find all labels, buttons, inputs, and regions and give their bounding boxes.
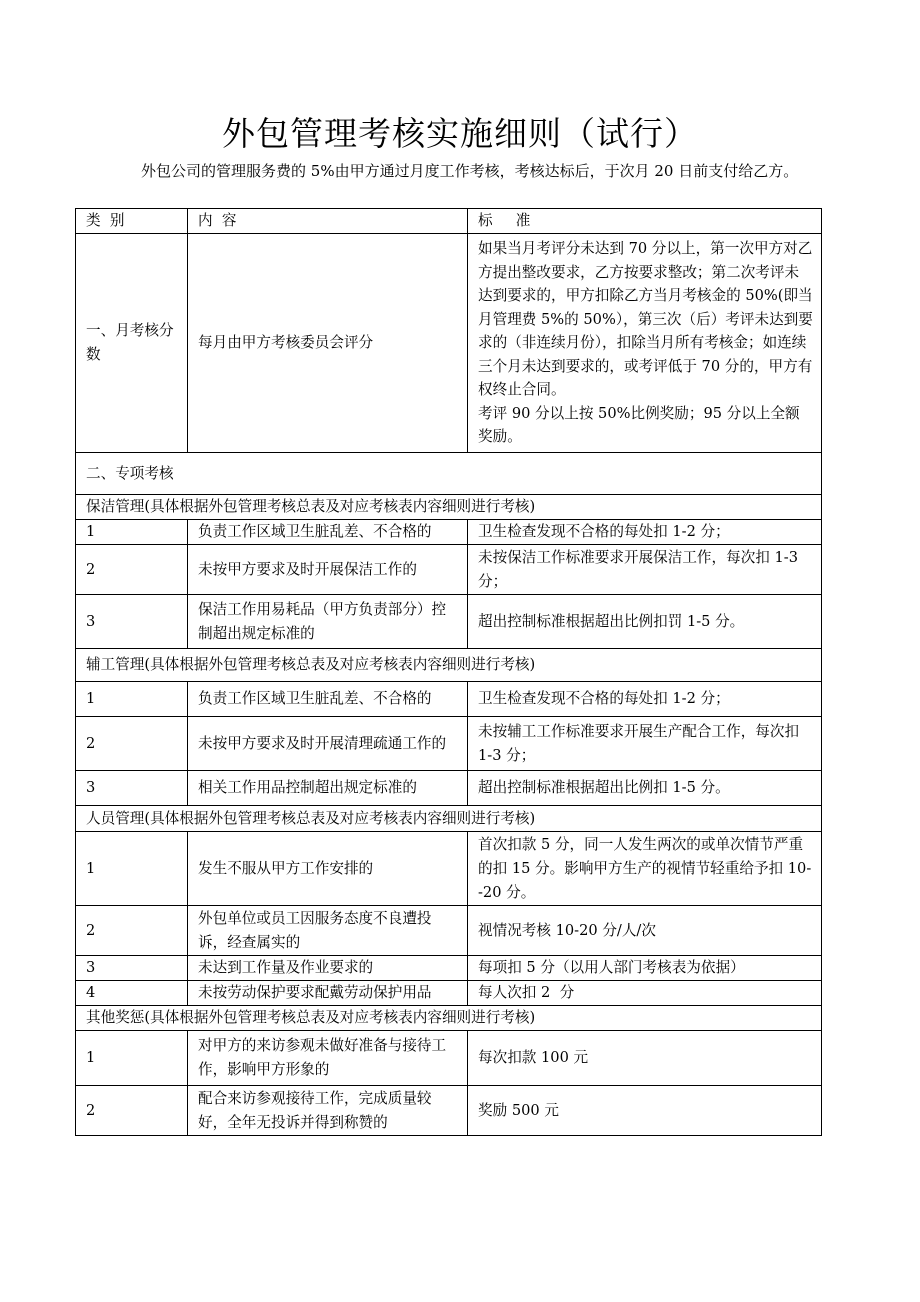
row-content: 发生不服从甲方工作安排的 bbox=[188, 832, 468, 906]
auxiliary-title: 辅工管理(具体根据外包管理考核总表及对应考核表内容细则进行考核) bbox=[76, 649, 822, 682]
section-title-row bbox=[76, 649, 822, 682]
intro-paragraph: 外包公司的管理服务费的 5%由甲方通过月度工作考核，考核达标后，于次月 20 日前支付给乙方。 bbox=[141, 162, 799, 180]
row-standard: 未按辅工工作标准要求开展生产配合工作，每次扣 1-3 分； bbox=[468, 717, 822, 771]
table-row bbox=[76, 832, 822, 906]
row-content: 相关工作用品控制超出规定标准的 bbox=[188, 771, 468, 806]
row-content: 负责工作区域卫生脏乱差、不合格的 bbox=[188, 682, 468, 717]
table-header-row bbox=[76, 209, 822, 234]
header-content: 内 容 bbox=[188, 209, 468, 234]
monthly-standard bbox=[468, 234, 822, 453]
row-number: 3 bbox=[76, 595, 188, 649]
section-title-row bbox=[76, 495, 822, 520]
table-row bbox=[76, 682, 822, 717]
row-number: 4 bbox=[76, 981, 188, 1006]
special-label: 二、专项考核 bbox=[76, 453, 822, 495]
row-content: 外包单位或员工因服务态度不良遭投诉，经查属实的 bbox=[188, 906, 468, 956]
header-standard: 标 准 bbox=[468, 209, 822, 234]
table-row bbox=[76, 981, 822, 1006]
monthly-standard-p2: 考评 90 分以上按 50%比例奖励；95 分以上全额奖励。 bbox=[478, 404, 800, 446]
row-standard: 每次扣款 100 元 bbox=[468, 1031, 822, 1086]
row-standard: 卫生检查发现不合格的每处扣 1-2 分； bbox=[468, 520, 822, 545]
row-content: 未达到工作量及作业要求的 bbox=[188, 956, 468, 981]
row-content: 负责工作区域卫生脏乱差、不合格的 bbox=[188, 520, 468, 545]
section-title-row bbox=[76, 1006, 822, 1031]
row-number: 2 bbox=[76, 1086, 188, 1136]
row-content: 未按劳动保护要求配戴劳动保护用品 bbox=[188, 981, 468, 1006]
row-content: 配合来访参观接待工作，完成质量较好，全年无投诉并得到称赞的 bbox=[188, 1086, 468, 1136]
table-row bbox=[76, 1086, 822, 1136]
row-number: 2 bbox=[76, 545, 188, 595]
monthly-category: 一、月考核分数 bbox=[76, 234, 188, 453]
table-row bbox=[76, 906, 822, 956]
personnel-title: 人员管理(具体根据外包管理考核总表及对应考核表内容细则进行考核) bbox=[76, 806, 822, 832]
table-row bbox=[76, 595, 822, 649]
row-number: 2 bbox=[76, 906, 188, 956]
row-number: 2 bbox=[76, 717, 188, 771]
document-title: 外包管理考核实施细则（试行） bbox=[222, 114, 698, 153]
special-row bbox=[76, 453, 822, 495]
monthly-content: 每月由甲方考核委员会评分 bbox=[188, 234, 468, 453]
row-number: 3 bbox=[76, 771, 188, 806]
row-content: 对甲方的来访参观未做好准备与接待工作，影响甲方形象的 bbox=[188, 1031, 468, 1086]
cleaning-title: 保洁管理(具体根据外包管理考核总表及对应考核表内容细则进行考核) bbox=[76, 495, 822, 520]
table-row bbox=[76, 717, 822, 771]
row-standard: 每人次扣 2 分 bbox=[468, 981, 822, 1006]
row-content: 保洁工作用易耗品（甲方负责部分）控制超出规定标准的 bbox=[188, 595, 468, 649]
monthly-row bbox=[76, 234, 822, 453]
row-standard: 未按保洁工作标准要求开展保洁工作，每次扣 1-3 分； bbox=[468, 545, 822, 595]
row-content: 未按甲方要求及时开展保洁工作的 bbox=[188, 545, 468, 595]
row-standard: 卫生检查发现不合格的每处扣 1-2 分； bbox=[468, 682, 822, 717]
section-title-row bbox=[76, 806, 822, 832]
row-number: 3 bbox=[76, 956, 188, 981]
assessment-table bbox=[75, 208, 822, 1136]
table-row bbox=[76, 545, 822, 595]
header-category: 类 别 bbox=[76, 209, 188, 234]
row-content: 未按甲方要求及时开展清理疏通工作的 bbox=[188, 717, 468, 771]
table-row bbox=[76, 520, 822, 545]
row-standard: 超出控制标准根据超出比例扣 1-5 分。 bbox=[468, 771, 822, 806]
table-row bbox=[76, 771, 822, 806]
row-standard: 每项扣 5 分（以用人部门考核表为依据） bbox=[468, 956, 822, 981]
row-number: 1 bbox=[76, 1031, 188, 1086]
row-number: 1 bbox=[76, 832, 188, 906]
row-standard: 视情况考核 10-20 分/人/次 bbox=[468, 906, 822, 956]
row-number: 1 bbox=[76, 520, 188, 545]
table-row bbox=[76, 956, 822, 981]
other-title: 其他奖惩(具体根据外包管理考核总表及对应考核表内容细则进行考核) bbox=[76, 1006, 822, 1031]
table-row bbox=[76, 1031, 822, 1086]
row-standard: 奖励 500 元 bbox=[468, 1086, 822, 1136]
monthly-standard-p1: 如果当月考评分未达到 70 分以上，第一次甲方对乙方提出整改要求，乙方按要求整改；第二次考评未达到要求的，甲方扣除乙方当月考核金的 50%(即当月管理费 5%的 50%），第三次（后）考评未达到要求的（非连续月份），扣除当月所有考核金；如连续三个月未达到要求的，或考评低于 70 分的，甲方有权终止合同。 bbox=[478, 240, 813, 399]
row-number: 1 bbox=[76, 682, 188, 717]
row-standard: 首次扣款 5 分，同一人发生两次的或单次情节严重的扣 15 分。影响甲方生产的视情节轻重给予扣 10--20 分。 bbox=[468, 832, 822, 906]
row-standard: 超出控制标准根据超出比例扣罚 1-5 分。 bbox=[468, 595, 822, 649]
